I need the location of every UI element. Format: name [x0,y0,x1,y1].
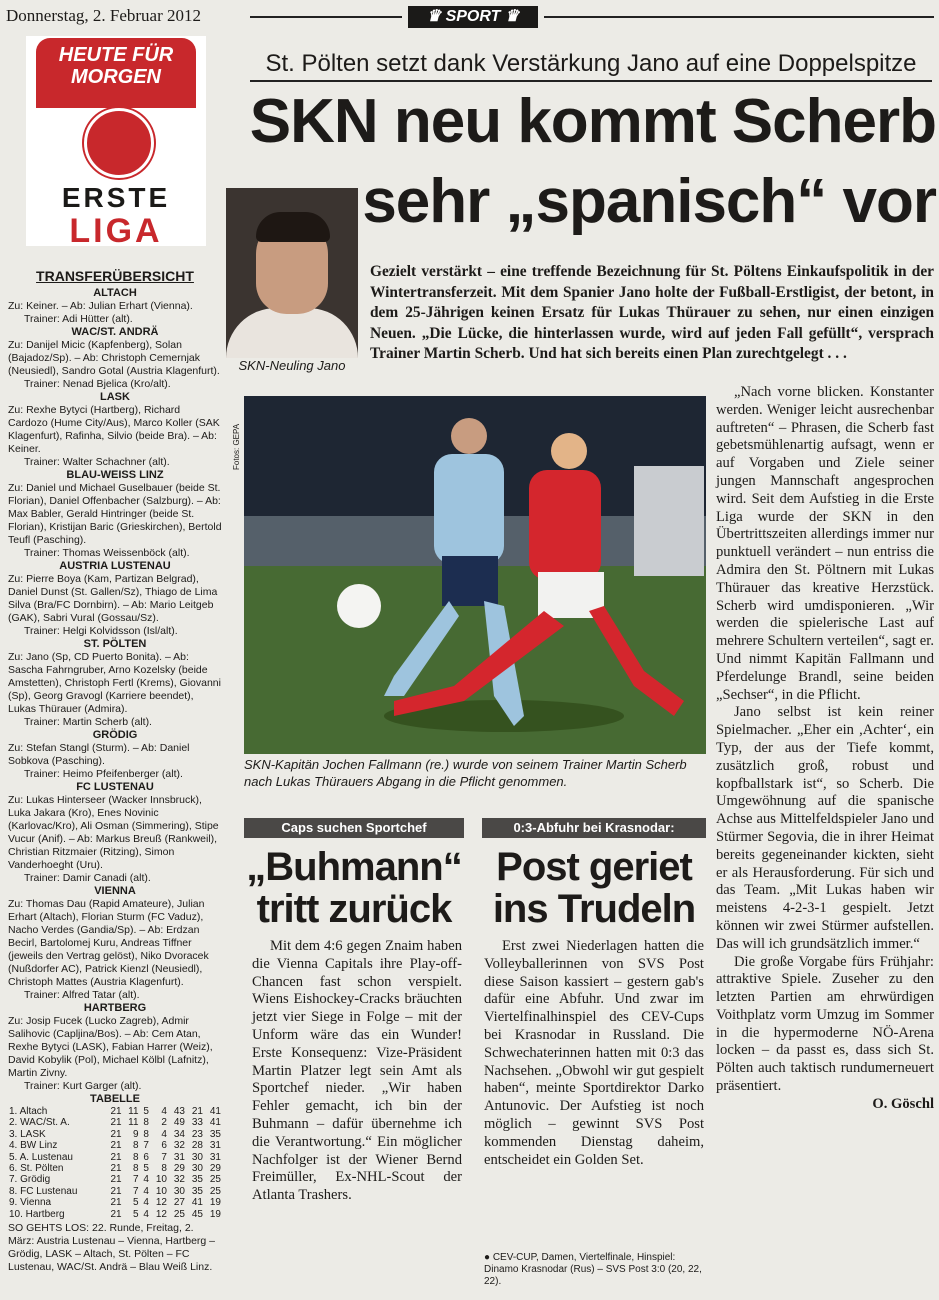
stat-cell: 29 [209,1163,221,1175]
club-name: GRÖDIG [92,729,138,741]
club-transfers: Zu: Daniel und Michael Guselbauer (beide St. Florian), Daniel Offenbacher (Salzburg). – Ab: Max Babler, Gerald Hintringer (beide St. Florian), Kristijan Baric (Grieskirchen), Bertold Teufl (Pasching). [8,482,222,546]
club-trainer: Trainer: Adi Hütter (alt). [24,313,133,325]
logo-banner: HEUTE FÜR MORGEN [36,38,196,108]
stat-cell: 21 [110,1197,122,1209]
stat-cell: 43 [173,1106,185,1117]
match-photo [244,396,706,754]
stat-cell: 21 [110,1208,122,1220]
team-cell: 3. LASK [9,1128,46,1140]
stat-cell: 41 [191,1197,203,1209]
stat-cell: 34 [173,1128,185,1140]
stat-cell: 45 [191,1208,203,1220]
story2-box-label: Caps suchen Sportchef [244,818,464,838]
stat-cell: 21 [110,1140,122,1152]
club-transfers: Zu: Josip Fucek (Lucko Zagreb), Admir Salihovic (Capljina/Bos). – Ab: Cem Atan, Rexhe Bytyci (LASK), Fabian Harrer (Weiz), David Kobylik (Pol), Michael Kölbl (Lafnitz), Martin Zivny. [8,1015,213,1079]
team-cell: 2. WAC/St. A. [9,1117,70,1129]
stat-cell: 12 [155,1197,167,1209]
stat-cell: 7 [161,1151,167,1163]
main-body-column [716,384,934,1114]
logo-liga: LIGA [69,212,163,250]
stat-cell: 12 [155,1208,167,1220]
stat-cell: 5 [133,1197,139,1209]
stat-cell: 5 [133,1208,139,1220]
stat-cell: 29 [173,1163,185,1175]
club-name: AUSTRIA LUSTENAU [59,560,171,572]
story2-headline: „Buhmann“ tritt zurück [246,845,462,931]
stat-cell: 6 [143,1151,149,1163]
logo-erste: ERSTE [61,182,171,213]
stat-cell: 35 [209,1128,221,1140]
club-name: LASK [100,391,130,403]
club-name: WAC/ST. ANDRÄ [71,326,159,338]
team-cell: 10. Hartberg [9,1208,65,1220]
stat-cell: 28 [191,1140,203,1152]
headline-line-1: SKN neu kommt Scherb [249,87,936,156]
stat-cell: 5 [143,1106,149,1117]
stat-cell: 4 [143,1174,149,1186]
stat-cell: 21 [110,1185,122,1197]
portrait-caption: SKN-Neuling Jano [238,358,346,373]
stat-cell: 21 [110,1106,122,1117]
stat-cell: 10 [155,1185,167,1197]
club-name: HARTBERG [83,1002,147,1014]
league-table [8,1106,222,1220]
stat-cell: 31 [173,1151,185,1163]
table-row [8,1186,222,1197]
club-trainer: Trainer: Nenad Bjelica (Kro/alt). [24,378,171,390]
stat-cell: 8 [133,1151,139,1163]
stat-cell: 4 [161,1128,167,1140]
stat-cell: 25 [209,1174,221,1186]
club-name: FC LUSTENAU [76,781,154,793]
club-transfers: Zu: Pierre Boya (Kam, Partizan Belgrad), Daniel Dunst (St. Gallen/Sz), Thiago de Lima Silva (Bra/FC Dornbirn). – Ab: Mario Leitgeb (GAK), Sabri Vural (Gossau/Sz). [8,573,218,624]
erste-liga-logo [26,36,206,250]
club-trainer: Trainer: Helgi Kolvidsson (Isl/alt). [24,625,178,637]
photo-credit: Fotos: GEPA [232,423,241,470]
stat-cell: 10 [155,1174,167,1186]
stat-cell: 41 [209,1117,221,1129]
stat-cell: 21 [110,1117,122,1129]
club-transfers: Zu: Lukas Hinterseer (Wacker Innsbruck), Luka Jakara (Kro), Enes Novinic (Karlovac/Kro), Ali Osman (Simmering), Stipe Vucur (Anif). – Ab: Markus Breuß (Rankweil), Christian Ritzmaier (Ritzing), Simon Vanderhoeght (Uru). [8,794,219,871]
header-rule-left [250,16,402,18]
section-label: ♛ SPORT ♛ [408,6,538,28]
body-paragraph: Die große Vorgabe fürs Frühjahr: attraktive Spiele. Zuseher zu den letzten Partien am ehrwürdigen Voithplatz vorm Umzug im Sommer in die hypermoderne NÖ-Arena locken – da passt es, dass sich St. Pölten auch taktisch rundumerneuert präsentiert. [716,953,934,1095]
stat-cell: 8 [133,1140,139,1152]
team-cell: 1. Altach [9,1106,48,1117]
club-trainer: Trainer: Heimo Pfeifenberger (alt). [24,768,183,780]
club-name: BLAU-WEISS LINZ [66,469,164,481]
stat-cell: 11 [128,1117,139,1129]
table-row [8,1209,222,1220]
stat-cell: 23 [191,1128,203,1140]
stat-cell: 8 [143,1117,149,1129]
club-name: ST. PÖLTEN [83,638,147,650]
club-name: ALTACH [93,287,137,299]
stat-cell: 9 [133,1128,139,1140]
team-cell: 7. Grödig [9,1174,51,1186]
table-row [8,1152,222,1163]
football-icon [84,108,154,178]
stat-cell: 8 [143,1128,149,1140]
stat-cell: 21 [191,1106,203,1117]
club-transfers: Zu: Keiner. – Ab: Julian Erhart (Vienna). [8,300,193,312]
stat-cell: 25 [173,1208,185,1220]
club-name: VIENNA [94,885,136,897]
issue-date: Donnerstag, 2. Februar 2012 [6,6,201,25]
club-transfers: Zu: Jano (Sp, CD Puerto Bonita). – Ab: Sascha Fahrngruber, Arno Kozelsky (beide Amstetten), Christoph Fertl (Krems), Giovanni (Sp), Georg Gravogl (Karriere beendet), Lukas Thürauer (Admira). [8,651,221,715]
stat-cell: 32 [173,1140,185,1152]
body-paragraph: „Nach vorne blicken. Konstanter werden. Weniger leicht ausrechenbar auftreten“ – Phrasen, die Scherb fast gebetsmühlenartig aufsagt, wenn er auf Vorgaben und Ziele seiner jungen Mannschaft angesprochen wird. Seit dem Aufstieg in die Erste Liga wurde der SKN in den Übertrittszeiten allerdings immer nur punktuell verändert – nun entriss die Admira den St. Pöltnern mit Lukas Thürauer das kreative Herzstück. Scherb wird umdisponieren. „Wir werden die spielerische Last auf mehrere Schultern verteilen“, sagt er. Und nimmt Kapitän Fallmann und Pferdelunge Brandl, seine beiden „Sechser“, in die Pflicht. [716,384,934,703]
stat-cell: 33 [191,1117,203,1129]
stat-cell: 11 [128,1106,139,1117]
transfer-sidebar [8,270,222,1274]
stat-cell: 21 [110,1174,122,1186]
kicker: St. Pölten setzt dank Verstärkung Jano auf eine Doppelspitze [250,50,932,82]
fixtures-note: SO GEHTS LOS: 22. Runde, Freitag, 2. März: Austria Lustenau – Vienna, Hartberg – Grödig, LASK – Altach, St. Pölten – FC Lustenau, WAC/St. Andrä – Blau Weiß Linz. [8,1222,216,1274]
team-cell: 5. A. Lustenau [9,1151,73,1163]
team-cell: 4. BW Linz [9,1140,58,1152]
stat-cell: 4 [143,1208,149,1220]
stat-cell: 27 [173,1197,185,1209]
stat-cell: 8 [133,1163,139,1175]
body-paragraph: Jano selbst ist kein reiner Spielmacher. „Eher ein ,Achter‘, ein Typ, der aus der Tiefe kommt, zusätzlich groß, robust und kopfballstark ist“, so Scherb. Die Umgewöhnung auf die spanische Achse aus Mittelfeldspieler Jano und Stürmer Segovia, die in ihrer Heimat bereits gegeneinander kickten, sieht er als Herausforderung. Für sich und das Team. „Mit Lukas haben wir meistens 4-2-3-1 gespielt. Jetzt können wir zwei Stürmer aufstellen. Das will ich grundsätzlich immer.“ [716,704,934,952]
stat-cell: 32 [173,1174,185,1186]
stat-cell: 30 [191,1151,203,1163]
club-trainer: Trainer: Walter Schachner (alt). [24,456,170,468]
team-cell: 6. St. Pölten [9,1163,64,1175]
team-cell: 9. Vienna [9,1197,52,1209]
photo-caption: SKN-Kapitän Jochen Fallmann (re.) wurde von seinem Trainer Martin Scherb nach Lukas Thürauers Abgang in die Pflicht genommen. [244,757,687,789]
club-transfers: Zu: Thomas Dau (Rapid Amateure), Julian Erhart (Altach), Florian Sturm (FC Vaduz), Nacho Verdes (Gandia/Sp). – Ab: Erdzan Becirl, Bartolomej Kuru, Andreas Tiffner (jeweils den Vertrag gelöst), Niko Dvoracek (Nußdorfer AC), Patrick Kienzl (Neusiedl), Christoph Mattes (Austria Klagenfurt). [8,898,209,988]
stat-cell: 31 [209,1151,221,1163]
stat-cell: 19 [209,1197,221,1209]
club-trainer: Trainer: Damir Canadi (alt). [24,872,151,884]
table-title: TABELLE [90,1093,140,1105]
stat-cell: 41 [209,1106,221,1117]
stat-cell: 4 [143,1197,149,1209]
story3-text: Erst zwei Niederlagen hatten die Volleyballerinnen von SVS Post diese Saison kassiert – gestern gab's dafür eine Abfuhr. Und zwar im Viertelfinalhinspiel des CEV-Cups bei Krasnodar in Russland. Die Schwechaterinnen hatten mit 0:3 das Nachsehen. „Obwohl wir gut gespielt haben“, meinte Sportdirektor Darko Antunovic. Der Aufstieg ist noch möglich – gewinnt SVS Post kommenden Dienstag daheim, entscheidet ein Golden Set. [484,938,704,1168]
stat-cell: 7 [143,1140,149,1152]
stat-cell: 21 [110,1128,122,1140]
club-list [8,287,222,1093]
stat-cell: 21 [110,1163,122,1175]
club-transfers: Zu: Danijel Micic (Kapfenberg), Solan (Bajadoz/Sp). – Ab: Christoph Cemernjak (Neusiedl), Sandro Gotal (Austria Klagenfurt). [8,339,220,377]
table-row [8,1129,222,1140]
portrait-photo [226,188,358,358]
stat-cell: 35 [191,1174,203,1186]
story3-box-label: 0:3-Abfuhr bei Krasnodar: [482,818,706,838]
table-row [8,1197,222,1208]
table-row [8,1174,222,1185]
headline-line-2: sehr „spanisch“ vor [362,167,936,236]
story3-result-note: ● CEV-CUP, Damen, Viertelfinale, Hinspiel: Dinamo Krasnodar (Rus) – SVS Post 3:0 (20, 22, 22). [484,1252,702,1287]
club-trainer: Trainer: Alfred Tatar (alt). [24,989,140,1001]
club-transfers: Zu: Stefan Stangl (Sturm). – Ab: Daniel Sobkova (Pasching). [8,742,190,767]
stat-cell: 4 [143,1185,149,1197]
story3-headline: Post geriet ins Trudeln [492,845,696,931]
stat-cell: 31 [209,1140,221,1152]
stat-cell: 5 [143,1163,149,1175]
stat-cell: 7 [133,1174,139,1186]
lead-paragraph: Gezielt verstärkt – eine treffende Bezeichnung für St. Pöltens Einkaufspolitik in der Wintertransferzeit. Mit dem Spanier Jano holte der Fußball-Erstligist, der betont, in dem 25-Jährigen keinen Ersatz für Lukas Thürauer zu sehen, nur einen einzigen Neuen. „Die Lücke, die hinterlassen wurde, wird auf jeden Fall gefüllt“, versprach Trainer Martin Scherb. Und hat sich bereits einen Plan zurechtgelegt . . . [370,263,934,362]
sidebar-title: TRANSFERÜBERSICHT [36,268,194,284]
stat-cell: 4 [161,1106,167,1117]
stat-cell: 7 [133,1185,139,1197]
stat-cell: 25 [209,1185,221,1197]
club-transfers: Zu: Rexhe Bytyci (Hartberg), Richard Cardozo (Hume City/Aus), Marco Koller (SAK Klagenfurt), Rafinha, Silvio (beide Bra). – Ab: Keiner. [8,404,220,455]
club-trainer: Trainer: Thomas Weissenböck (alt). [24,547,190,559]
stat-cell: 19 [209,1208,221,1220]
stat-cell: 8 [161,1163,167,1175]
table-row [8,1140,222,1151]
team-cell: 8. FC Lustenau [9,1185,78,1197]
author: O. Göschl [872,1095,934,1112]
header-rule-right [544,16,934,18]
stat-cell: 30 [173,1185,185,1197]
stat-cell: 49 [173,1117,185,1129]
table-row [8,1106,222,1117]
club-trainer: Trainer: Martin Scherb (alt). [24,716,152,728]
stat-cell: 35 [191,1185,203,1197]
stat-cell: 2 [161,1117,167,1129]
club-trainer: Trainer: Kurt Garger (alt). [24,1080,142,1092]
stat-cell: 6 [161,1140,167,1152]
stat-cell: 21 [110,1151,122,1163]
table-row [8,1163,222,1174]
table-row [8,1117,222,1128]
stat-cell: 30 [191,1163,203,1175]
story2-text: Mit dem 4:6 gegen Znaim haben die Vienna Capitals ihre Play-off-Chancen fast schon verspielt. Wiens Eishockey-Cracks bräuchten jetzt vier Siege in Folge – mit der Unform wäre das ein Wunder! Erste Konsequenz: Vize-Präsident Martin Platzer legt sein Amt als Sportchef nieder. „Wir haben Fehler gemacht, ich bin der Buhmann – dafür übernehme ich die Verantwortung.“ Ein möglicher Nachfolger ist der Wiener Bernd Freimüller, Ex-NHL-Scout der Atlanta Trashers. [252,938,462,1204]
